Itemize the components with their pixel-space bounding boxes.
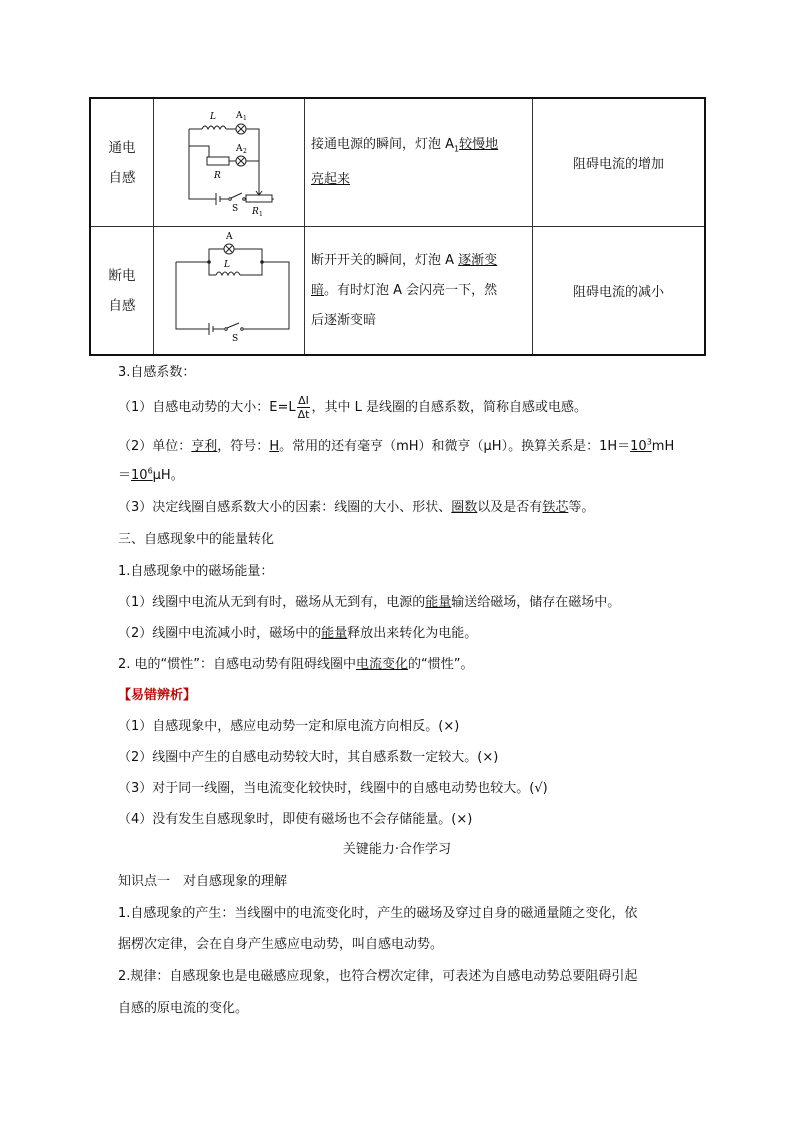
label-L: L: [210, 112, 216, 122]
judgment-item: （3）对于同一线圈，当电流变化较快时，线圈中的自感电动势也较大。(√): [118, 781, 548, 796]
circuit-diagram-power-off: [154, 227, 305, 356]
text-run: 输送给磁场，储存在磁场中。: [451, 595, 621, 610]
text-run: （2）线圈中电流减小时，磁场中的: [118, 626, 322, 641]
paragraph: [118, 591, 620, 610]
underlined-answer: 亨利: [191, 439, 218, 454]
text-run: 等。: [568, 500, 595, 515]
text-run: 以及是否有: [477, 500, 543, 515]
row-title: [90, 227, 154, 356]
text-run: 。常用的还有毫亨（mH）和微亨（μH）。换算关系是：1H＝: [279, 439, 631, 454]
self-induction-table: [89, 97, 706, 356]
row-title-line: 自感: [108, 169, 136, 186]
paragraph: [118, 653, 474, 672]
section-heading: 三、自感现象中的能量转化: [118, 532, 275, 547]
fraction: [297, 394, 311, 421]
text-run: ，其中 L 是线圈的自感系数，简称自感或电感。: [311, 400, 587, 415]
label-A2: A: [236, 144, 243, 154]
paragraph: 自感的原电流的变化。: [118, 1001, 249, 1016]
paragraph: [118, 496, 594, 515]
section-heading: 3.自感系数：: [118, 365, 196, 380]
desc-text: 断开开关的瞬间，灯泡 A: [311, 252, 459, 268]
desc-sub: 1: [454, 144, 460, 154]
text-run: 释放出来转化为电能。: [347, 626, 478, 641]
row-title: [90, 98, 154, 227]
circuit-svg: [154, 227, 304, 350]
label-S: S: [232, 204, 239, 214]
underlined-answer: 能量: [321, 626, 348, 641]
desc-underlined: 逐渐变: [458, 252, 498, 268]
phenomenon-description: [305, 98, 533, 227]
circuit-diagram-power-on: [154, 98, 305, 227]
paragraph: 1.自感现象中的磁场能量：: [118, 564, 274, 579]
row-title-line: 通电: [108, 139, 136, 156]
error-analysis-heading: 【易错辨析】: [118, 688, 197, 703]
underlined-answer: H: [269, 439, 280, 454]
desc-text: 接通电源的瞬间，灯泡 A: [311, 137, 455, 153]
text-run: mH: [651, 439, 675, 454]
fraction-numerator: ΔI: [298, 394, 309, 407]
label-R: R: [214, 171, 221, 181]
text-run: ＝: [118, 468, 132, 483]
paragraph: [118, 464, 184, 483]
row-title-line: 自感: [108, 297, 136, 314]
paragraph: [118, 394, 587, 421]
text-run: ，符号：: [217, 439, 270, 454]
paragraph: 2.规律：自感现象也是电磁感应现象，也符合楞次定律，可表述为自感电动势总要阻碍引起: [118, 969, 638, 984]
label-A: A: [226, 232, 233, 242]
text-run: 2. 电的“惯性”：自感电动势有阻碍线圈中: [118, 657, 357, 672]
text-run: （3）决定线圈自感系数大小的因素：线圈的大小、形状、: [118, 500, 452, 515]
desc-text: 后逐渐变暗: [311, 312, 377, 328]
underlined-answer: [131, 468, 153, 483]
label-L: L: [224, 260, 230, 270]
label-S: S: [232, 334, 239, 344]
label-A2-sub: 2: [243, 148, 247, 155]
label-R1-sub: 1: [259, 211, 263, 218]
judgment-item: （4）没有发生自感现象时，即使有磁场也不会存储能量。(×): [118, 812, 473, 827]
text-run: 10: [131, 468, 148, 483]
text-run: （1）自感电动势的大小：E=L: [118, 400, 296, 415]
reason-cell: 阻碍电流的减小: [533, 227, 706, 356]
circuit-svg: [154, 99, 304, 222]
text-run: 的“惯性”。: [408, 657, 474, 672]
underlined-answer: [630, 439, 652, 454]
desc-underlined: 亮起来: [311, 171, 351, 187]
knowledge-point-heading: 知识点一 对自感现象的理解: [118, 874, 288, 889]
paragraph: 1.自感现象的产生：当线圈中的电流变化时，产生的磁场及穿过自身的磁通量随之变化，依: [118, 906, 638, 921]
table-row: [90, 227, 705, 356]
desc-text: 。有时灯泡 A 会闪亮一下，然: [324, 282, 498, 298]
table-row: [90, 98, 705, 227]
label-R1: R: [252, 207, 259, 217]
superscript: 6: [147, 466, 153, 476]
underlined-answer: 电流变化: [356, 657, 409, 672]
row-title-line: 断电: [108, 267, 136, 284]
text-run: （2）单位：: [118, 439, 192, 454]
desc-underlined: 暗: [311, 282, 325, 298]
text-run: 10: [630, 439, 647, 454]
section-title: 关键能力·合作学习: [342, 842, 452, 857]
reason-cell: 阻碍电流的增加: [533, 98, 706, 227]
paragraph: [118, 622, 477, 641]
text-run: μH。: [152, 468, 184, 483]
judgment-item: （1）自感现象中，感应电动势一定和原电流方向相反。(×): [118, 719, 460, 734]
paragraph: 据楞次定律，会在自身产生感应电动势，叫自感电动势。: [118, 937, 444, 952]
text-run: （1）线圈中电流从无到有时，磁场从无到有，电源的: [118, 595, 426, 610]
label-A1: A: [236, 111, 243, 121]
judgment-item: （2）线圈中产生的自感电动势较大时，其自感系数一定较大。(×): [118, 750, 499, 765]
underlined-answer: 圈数: [451, 500, 478, 515]
label-A1-sub: 1: [243, 115, 247, 122]
fraction-denominator: Δt: [297, 408, 310, 421]
superscript: 3: [646, 437, 652, 447]
underlined-answer: 能量: [425, 595, 452, 610]
paragraph: [118, 435, 674, 454]
desc-underlined: 较慢地: [459, 137, 499, 153]
phenomenon-description: [305, 227, 533, 356]
underlined-answer: 铁芯: [542, 500, 569, 515]
